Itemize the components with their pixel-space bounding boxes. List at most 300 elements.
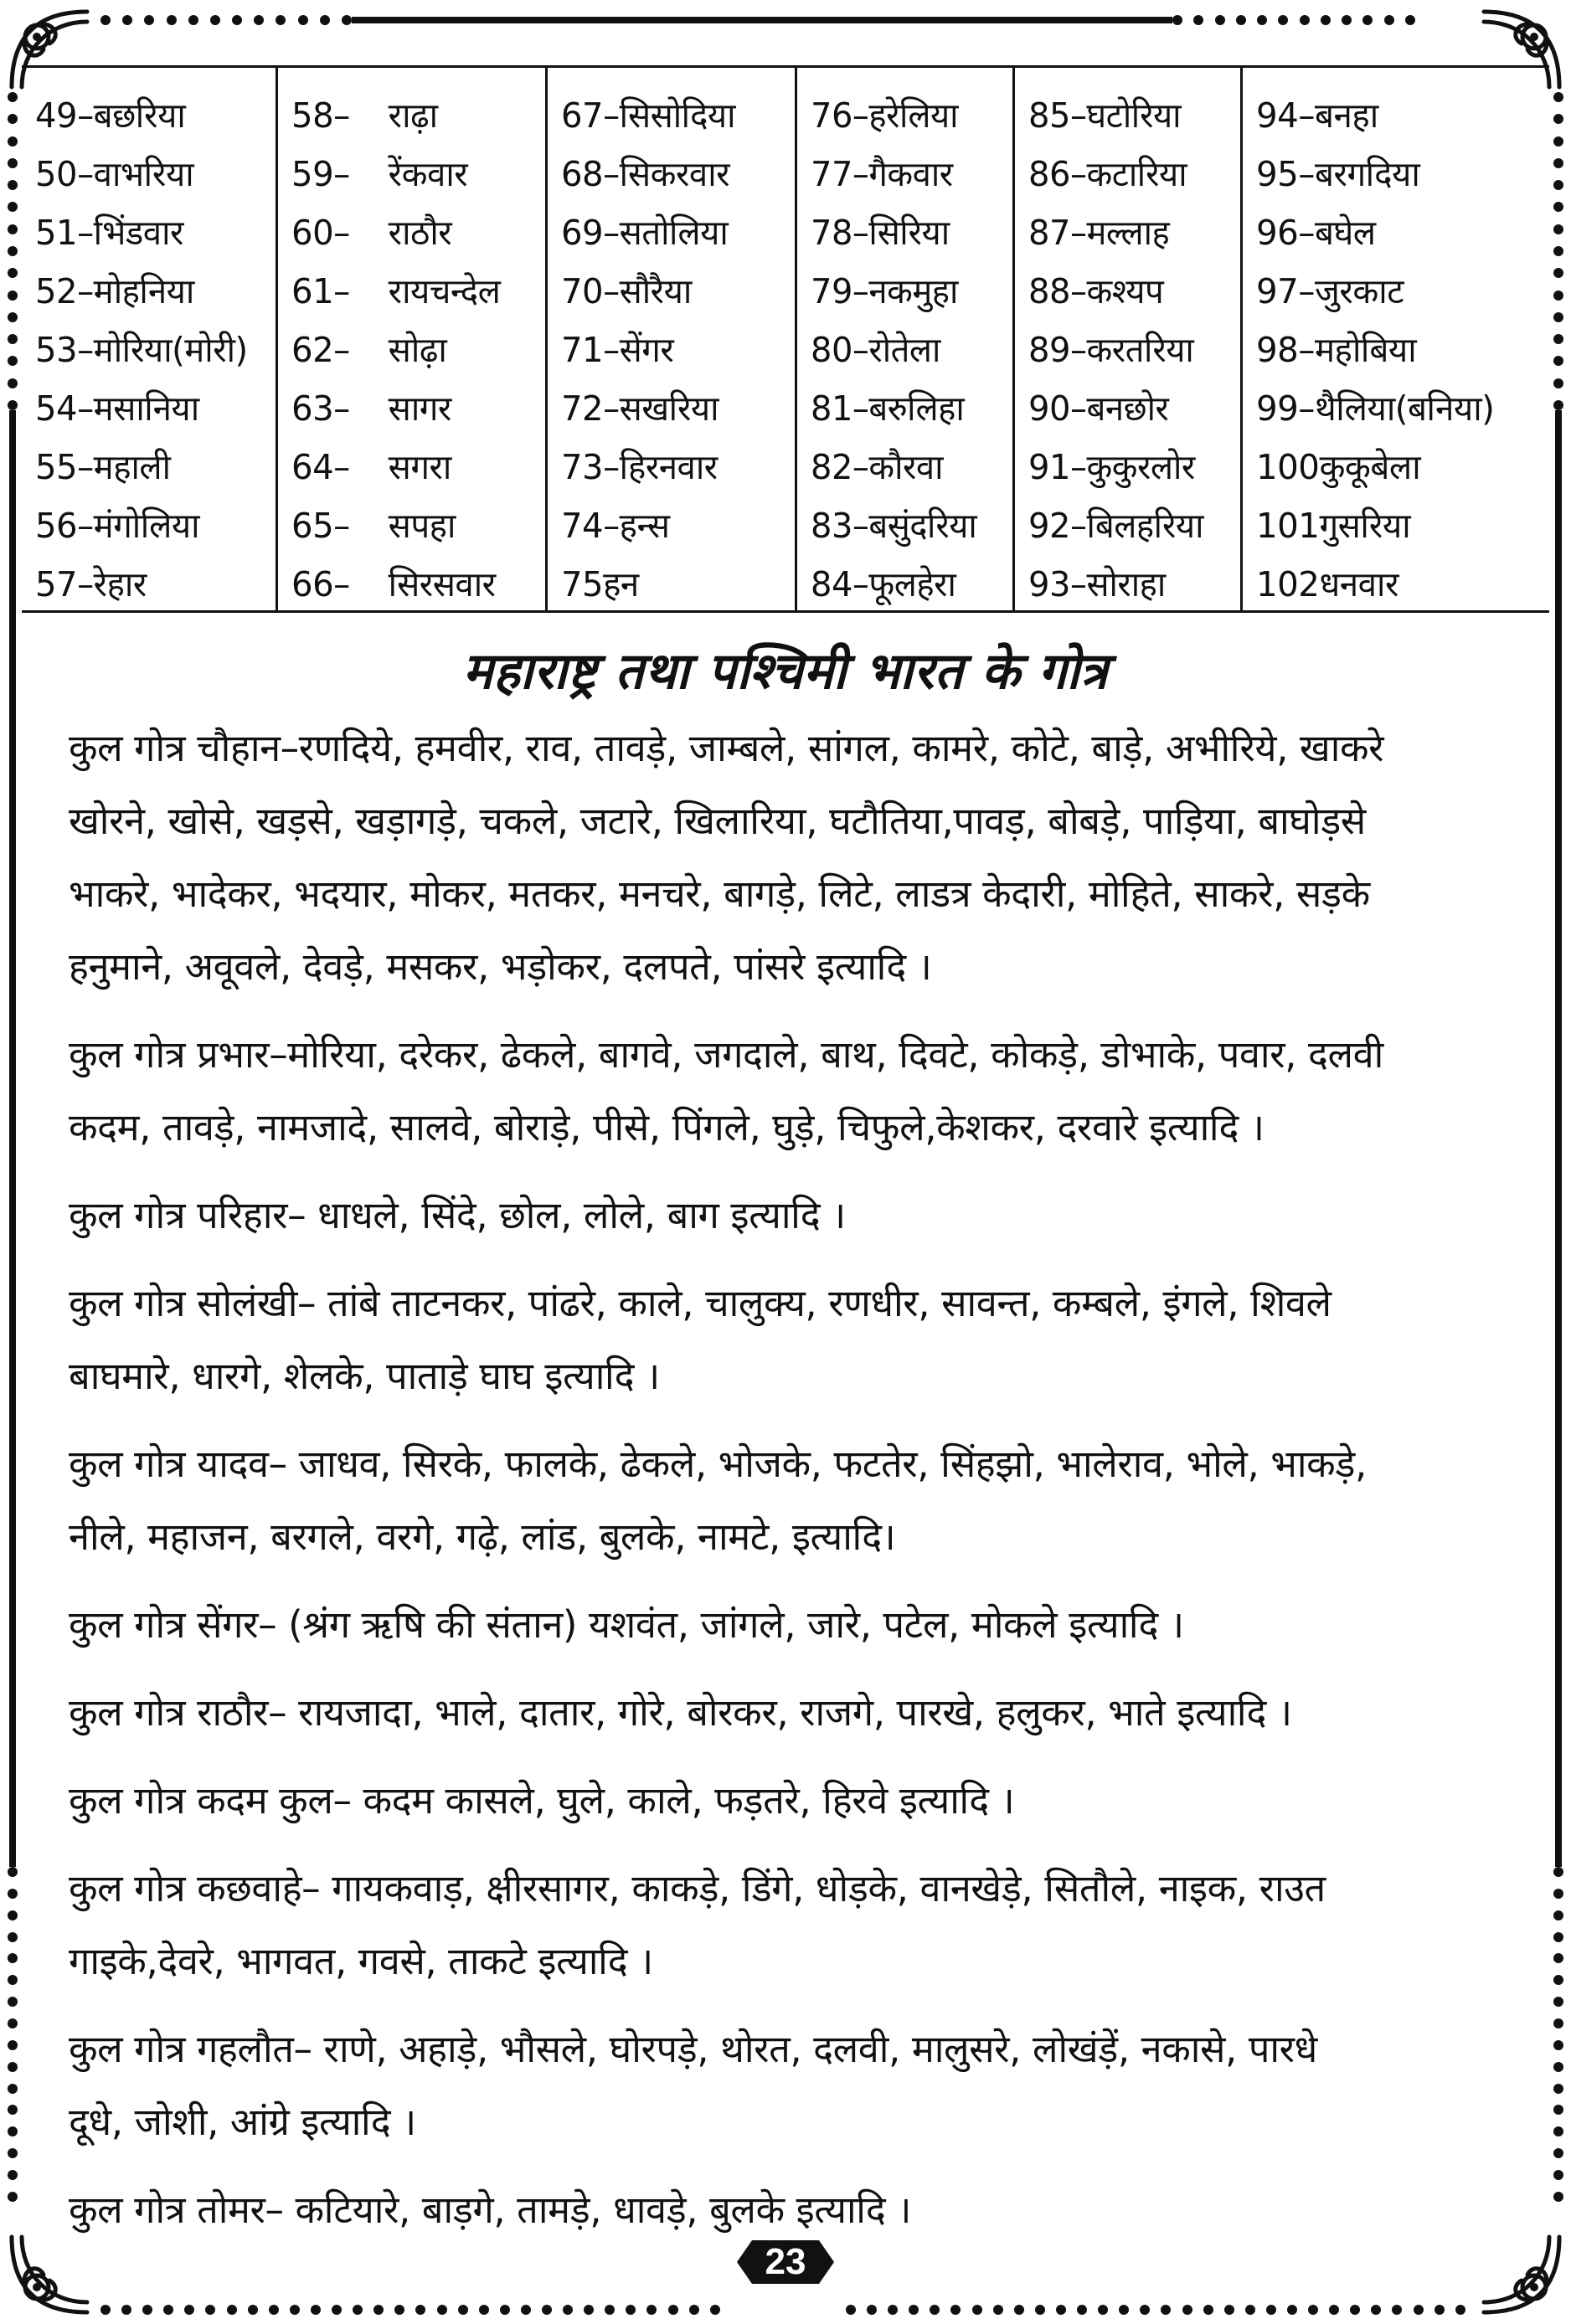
- gotra-name: थैलिया(बनिया): [1314, 388, 1495, 429]
- right-bottom-dot-column: [1553, 1867, 1564, 2202]
- gotra-name: हरेलिया: [868, 95, 959, 136]
- border-dot: [909, 2305, 919, 2315]
- gotra-entry: [811, 262, 1007, 321]
- border-dot: [1553, 224, 1563, 234]
- gotra-number: 51–: [35, 213, 94, 253]
- gotra-name: कश्यप: [1086, 271, 1164, 311]
- gotra-name: सखरिया: [619, 388, 719, 429]
- gotra-number: 80–: [811, 330, 869, 370]
- gotra-entry: [1256, 262, 1544, 321]
- border-dot: [373, 2305, 384, 2315]
- border-dot: [8, 1975, 18, 1985]
- gotra-name: राढ़ा: [388, 95, 438, 136]
- gotra-entry: [35, 203, 270, 262]
- gotra-name: बछरिया: [93, 95, 186, 136]
- gotra-entry: [561, 438, 790, 496]
- gotra-paragraphs: [69, 712, 1507, 2261]
- top-left-dot-row: [100, 14, 352, 26]
- border-dot: [188, 15, 198, 25]
- paragraph-line: भाकरे, भादेकर, भदयार, मोकर, मतकर, मनचरे, बागड़े, लिटे, लाडत्र केदारी, मोहिते, साकरे, सड़के: [69, 872, 1370, 916]
- border-dot: [1098, 2305, 1108, 2315]
- border-dot: [563, 2305, 573, 2315]
- border-dot: [1384, 15, 1394, 25]
- gotra-number: 49–: [35, 95, 94, 136]
- border-dot: [342, 15, 352, 25]
- gotra-name: राठौर: [388, 213, 452, 253]
- section-title: महाराष्ट्र तथा पश्चिमी भारत के गोत्र: [462, 642, 1109, 701]
- gotra-number: 73–: [561, 447, 620, 487]
- gotra-name: धनवार: [1319, 564, 1398, 604]
- gotra-number: 89–: [1028, 330, 1087, 370]
- border-dot: [254, 15, 264, 25]
- border-dot: [144, 15, 154, 25]
- border-dot: [8, 2018, 18, 2028]
- gotra-entry: [811, 555, 1007, 614]
- gotra-name: गुसरिया: [1319, 506, 1411, 546]
- paragraph-line: खोरने, खोसे, खड़से, खड़ागड़े, चकले, जटारे, खिलारिया, घटौतिया,पावड़, बोबड़े, पाड़िया, बाघोड़से: [69, 799, 1366, 843]
- gotra-number: 81–: [811, 388, 869, 429]
- paragraph-line: कुल गोत्र सेंगर– (श्रंग ऋषि की संतान) यशवंत, जांगले, जारे, पटेल, मोकले इत्यादि ।: [69, 1602, 1184, 1647]
- paragraph-line: कुल गोत्र कछवाहे– गायकवाड़, क्षीरसागर, काकड़े, डिंगे, धोड़के, वानखेड़े, सितौले, नाइक, राउत: [69, 1866, 1326, 1910]
- border-dot: [8, 312, 18, 322]
- top-right-dot-row: [1172, 14, 1415, 26]
- border-dot: [353, 2305, 363, 2315]
- border-dot: [8, 1932, 18, 1942]
- border-dot: [1553, 2105, 1563, 2115]
- border-dot: [1553, 1867, 1563, 1877]
- border-dot: [210, 15, 220, 25]
- border-dot: [8, 378, 18, 388]
- border-dot: [1172, 15, 1182, 25]
- gotra-entry: [561, 321, 790, 379]
- gotra-number: 102: [1256, 564, 1320, 604]
- border-dot: [689, 2305, 699, 2315]
- gotra-entry: [35, 496, 270, 555]
- border-dot: [8, 246, 18, 256]
- border-dot: [311, 2305, 321, 2315]
- gotra-name: बनहा: [1314, 95, 1378, 136]
- border-dot: [269, 2305, 279, 2315]
- gotra-number: 87–: [1028, 213, 1087, 253]
- gotra-paragraph: [69, 1852, 1507, 1998]
- border-dot: [1056, 2305, 1066, 2315]
- paragraph-line: बाघमारे, धारगे, शेलके, पाताड़े घाघ इत्यादि ।: [69, 1354, 660, 1398]
- border-dot: [1035, 2305, 1045, 2315]
- gotra-entry: [1028, 555, 1235, 614]
- gotra-entry: [1028, 496, 1235, 555]
- gotra-number: 55–: [35, 447, 94, 487]
- border-dot: [1553, 202, 1563, 212]
- border-dot: [1553, 290, 1563, 301]
- gotra-entry: [1256, 379, 1544, 438]
- gotra-name: रेहार: [93, 564, 147, 604]
- border-dot: [8, 114, 18, 124]
- gotra-paragraph: [69, 2173, 1507, 2246]
- border-dot: [8, 1867, 18, 1877]
- gotra-number: 62–: [291, 330, 350, 370]
- border-dot: [605, 2305, 615, 2315]
- gotra-entry: [1256, 86, 1544, 145]
- right-top-dot-column: [1553, 92, 1564, 410]
- gotra-number: 79–: [811, 271, 869, 311]
- border-dot: [1308, 2305, 1318, 2315]
- gotra-entry: [35, 379, 270, 438]
- gotra-entry: [1028, 379, 1235, 438]
- border-dot: [1287, 2305, 1297, 2315]
- gotra-entry: [291, 145, 540, 203]
- border-dot: [1553, 2062, 1563, 2072]
- border-dot: [1203, 2305, 1213, 2315]
- border-dot: [8, 224, 18, 234]
- border-dot: [8, 2105, 18, 2115]
- border-dot: [1553, 114, 1563, 124]
- border-dot: [1553, 1997, 1563, 2007]
- border-dot: [1215, 15, 1225, 25]
- border-dot: [8, 1997, 18, 2007]
- border-dot: [1350, 2305, 1360, 2315]
- gotra-name: करतरिया: [1086, 330, 1194, 370]
- gotra-number: 63–: [291, 388, 350, 429]
- border-dot: [205, 2305, 215, 2315]
- gotra-number: 96–: [1256, 213, 1315, 253]
- gotra-entry: [291, 203, 540, 262]
- gotra-number: 75: [561, 564, 604, 604]
- gotra-entry: [35, 438, 270, 496]
- border-dot: [8, 334, 18, 344]
- border-dot: [1329, 2305, 1339, 2315]
- gotra-entry: [291, 379, 540, 438]
- gotra-entry: [291, 438, 540, 496]
- gotra-entry: [291, 555, 540, 614]
- gotra-entry: [811, 321, 1007, 379]
- border-dot: [8, 136, 18, 147]
- gotra-name: बरुलिहा: [868, 388, 965, 429]
- border-dot: [8, 1953, 18, 1963]
- border-dot: [1455, 2305, 1465, 2315]
- gotra-name: गैकवार: [868, 154, 953, 194]
- gotra-entry: [561, 145, 790, 203]
- gotra-name: बघेल: [1314, 213, 1376, 253]
- gotra-name: सिरिया: [868, 213, 950, 253]
- gotra-number: 97–: [1256, 271, 1315, 311]
- gotra-paragraph: [69, 1588, 1507, 1661]
- border-dot: [8, 202, 18, 212]
- gotra-number: 99–: [1256, 388, 1315, 429]
- gotra-name: सिसोदिया: [619, 95, 736, 136]
- border-dot: [1300, 15, 1310, 25]
- border-dot: [1553, 1953, 1563, 1963]
- paragraph-line: कुल गोत्र यादव– जाधव, सिरके, फालके, ढेकले, भोजके, फटतेर, सिंहझो, भालेराव, भोले, भाकड़े,: [69, 1442, 1367, 1486]
- border-dot: [1553, 158, 1563, 168]
- gotra-name: बरगदिया: [1314, 154, 1420, 194]
- gotra-name: सोढ़ा: [388, 330, 447, 370]
- border-dot: [1077, 2305, 1087, 2315]
- border-dot: [8, 1910, 18, 1920]
- paragraph-line: कुल गोत्र चौहान–रणदिये, हमवीर, राव, तावड़े, जाम्बले, सांगल, कामरे, कोटे, बाड़े, अभीरिये, खाकरे: [69, 726, 1384, 770]
- gotra-name: सतोलिया: [619, 213, 729, 253]
- gotra-number: 94–: [1256, 95, 1315, 136]
- border-dot: [320, 15, 330, 25]
- gotra-entry: [1028, 203, 1235, 262]
- gotra-name: घटोरिया: [1086, 95, 1182, 136]
- gotra-paragraph: [69, 1267, 1507, 1412]
- gotra-entry: [811, 438, 1007, 496]
- gotra-name: भिंडवार: [93, 213, 183, 253]
- border-dot: [100, 2305, 111, 2315]
- border-dot: [1392, 2305, 1402, 2315]
- table-column-3: [548, 68, 797, 610]
- gotra-name: कौरवा: [868, 447, 943, 487]
- gotra-entry: [1028, 438, 1235, 496]
- border-dot: [232, 15, 242, 25]
- left-bottom-dot-column: [7, 1867, 18, 2202]
- paragraph-line: हनुमाने, अवूवले, देवड़े, मसकर, भड़ोकर, दलपते, पांसरे इत्यादि ।: [69, 944, 932, 989]
- gotra-number: 65–: [291, 506, 350, 546]
- gotra-number: 60–: [291, 213, 350, 253]
- gotra-number-table: [22, 65, 1549, 613]
- gotra-entry: [811, 145, 1007, 203]
- gotra-number: 72–: [561, 388, 620, 429]
- border-dot: [248, 2305, 258, 2315]
- table-column-4: [797, 68, 1015, 610]
- gotra-number: 84–: [811, 564, 869, 604]
- border-dot: [521, 2305, 531, 2315]
- border-dot: [1435, 2305, 1445, 2315]
- gotra-name: सागर: [388, 388, 451, 429]
- gotra-number: 53–: [35, 330, 94, 370]
- gotra-number: 68–: [561, 154, 620, 194]
- gotra-entry: [291, 262, 540, 321]
- gotra-number: 98–: [1256, 330, 1315, 370]
- border-dot: [276, 15, 286, 25]
- border-dot: [1553, 2170, 1563, 2180]
- border-dot: [1553, 312, 1563, 322]
- border-dot: [846, 2305, 856, 2315]
- gotra-number: 52–: [35, 271, 94, 311]
- gotra-name: मल्लाह: [1086, 213, 1170, 253]
- gotra-paragraph: [69, 1179, 1507, 1252]
- border-dot: [167, 15, 177, 25]
- border-dot: [1553, 136, 1563, 147]
- gotra-number: 86–: [1028, 154, 1087, 194]
- border-dot: [867, 2305, 877, 2315]
- border-dot: [1553, 400, 1563, 410]
- left-top-dot-column: [7, 92, 18, 410]
- border-dot: [227, 2305, 237, 2315]
- top-border-line: [352, 17, 1172, 23]
- border-dot: [1553, 356, 1563, 366]
- gotra-name: सगरा: [388, 447, 451, 487]
- border-dot: [8, 2084, 18, 2094]
- border-dot: [458, 2305, 468, 2315]
- border-dot: [1553, 2148, 1563, 2158]
- border-dot: [1014, 2305, 1024, 2315]
- gotra-number: 71–: [561, 330, 620, 370]
- table-column-5: [1015, 68, 1243, 610]
- gotra-number: 88–: [1028, 271, 1087, 311]
- page-number: 23: [765, 2241, 806, 2282]
- gotra-name: फूलहेरा: [868, 564, 956, 604]
- paragraph-line: कुल गोत्र प्रभार–मोरिया, दरेकर, ढेकले, बागवे, जगदाले, बाथ, दिवटे, कोकड़े, डोभाके, पवार, दलवी: [69, 1032, 1383, 1077]
- border-dot: [1553, 378, 1563, 388]
- border-dot: [1362, 15, 1373, 25]
- gotra-entry: [811, 86, 1007, 145]
- border-dot: [394, 2305, 404, 2315]
- gotra-number: 101: [1256, 506, 1320, 546]
- gotra-number: 69–: [561, 213, 620, 253]
- border-dot: [1236, 15, 1246, 25]
- gotra-entry: [561, 555, 790, 614]
- gotra-number: 95–: [1256, 154, 1315, 194]
- border-dot: [1266, 2305, 1276, 2315]
- border-dot: [8, 268, 18, 278]
- gotra-number: 61–: [291, 271, 350, 311]
- gotra-number: 57–: [35, 564, 94, 604]
- border-dot: [626, 2305, 636, 2315]
- gotra-entry: [1256, 555, 1544, 614]
- border-dot: [1257, 15, 1267, 25]
- border-dot: [8, 2040, 18, 2050]
- gotra-name: रोतेला: [868, 330, 940, 370]
- table-column-6: [1243, 68, 1549, 610]
- border-dot: [8, 1889, 18, 1899]
- gotra-number: 50–: [35, 154, 94, 194]
- gotra-name: वाभरिया: [93, 154, 194, 194]
- gotra-name: सिरसवार: [388, 564, 496, 604]
- gotra-paragraph: [69, 712, 1507, 1003]
- border-dot: [993, 2305, 1003, 2315]
- gotra-entry: [811, 379, 1007, 438]
- gotra-name: रेंकवार: [388, 154, 468, 194]
- border-dot: [437, 2305, 447, 2315]
- gotra-entry: [561, 379, 790, 438]
- border-dot: [122, 15, 132, 25]
- border-dot: [950, 2305, 961, 2315]
- gotra-entry: [35, 86, 270, 145]
- border-dot: [668, 2305, 678, 2315]
- gotra-name: सौरैया: [619, 271, 692, 311]
- border-dot: [415, 2305, 425, 2315]
- border-dot: [1245, 2305, 1255, 2315]
- gotra-entry: [811, 203, 1007, 262]
- gotra-entry: [291, 86, 540, 145]
- gotra-number: 82–: [811, 447, 869, 487]
- gotra-name: महोबिया: [1314, 330, 1417, 370]
- right-border-line: [1555, 410, 1562, 1867]
- border-dot: [8, 2148, 18, 2158]
- gotra-entry: [35, 145, 270, 203]
- gotra-number: 92–: [1028, 506, 1087, 546]
- border-dot: [1321, 15, 1331, 25]
- border-dot: [1553, 1889, 1563, 1899]
- border-dot: [1553, 2040, 1563, 2050]
- gotra-entry: [1256, 496, 1544, 555]
- border-dot: [1224, 2305, 1234, 2315]
- gotra-entry: [1028, 321, 1235, 379]
- paragraph-line: कुल गोत्र गहलौत– राणे, अहाड़े, भौसले, घोरपड़े, थोरत, दलवी, मालुसरे, लोखंड़ें, नकासे, पारधे: [69, 2027, 1317, 2071]
- gotra-entry: [1028, 262, 1235, 321]
- gotra-entry: [561, 496, 790, 555]
- border-dot: [8, 290, 18, 301]
- border-dot: [1553, 2018, 1563, 2028]
- border-dot: [8, 158, 18, 168]
- left-border-line: [9, 410, 16, 1867]
- border-dot: [1553, 1932, 1563, 1942]
- bottom-right-dot-row: [846, 2304, 1465, 2316]
- border-dot: [8, 400, 18, 410]
- gotra-number: 64–: [291, 447, 350, 487]
- border-dot: [1182, 2305, 1192, 2315]
- border-dot: [972, 2305, 982, 2315]
- gotra-number: 83–: [811, 506, 869, 546]
- gotra-entry: [561, 262, 790, 321]
- gotra-number: 91–: [1028, 447, 1087, 487]
- border-dot: [1553, 180, 1563, 190]
- gotra-name: सिकरवार: [619, 154, 730, 194]
- border-dot: [1371, 2305, 1381, 2315]
- table-column-1: [22, 68, 278, 610]
- gotra-entry: [1256, 203, 1544, 262]
- border-dot: [290, 2305, 300, 2315]
- gotra-name: नकमुहा: [868, 271, 958, 311]
- gotra-entry: [561, 203, 790, 262]
- gotra-name: कुकुरलोर: [1086, 447, 1195, 487]
- border-dot: [1193, 15, 1203, 25]
- gotra-entry: [291, 321, 540, 379]
- gotra-paragraph: [69, 1427, 1507, 1573]
- gotra-number: 58–: [291, 95, 350, 136]
- gotra-entry: [291, 496, 540, 555]
- border-dot: [1553, 2084, 1563, 2094]
- gotra-paragraph: [69, 1018, 1507, 1164]
- gotra-name: सोराहा: [1086, 564, 1166, 604]
- border-dot: [1553, 334, 1563, 344]
- border-dot: [500, 2305, 510, 2315]
- border-dot: [163, 2305, 173, 2315]
- gotra-number: 67–: [561, 95, 620, 136]
- gotra-entry: [1256, 145, 1544, 203]
- gotra-number: 78–: [811, 213, 869, 253]
- border-dot: [8, 2192, 18, 2202]
- gotra-name: मोरिया(मोरी): [93, 330, 248, 370]
- gotra-name: बसुंदरिया: [868, 506, 977, 546]
- border-dot: [479, 2305, 489, 2315]
- gotra-name: मोहनिया: [93, 271, 194, 311]
- paragraph-line: गाइके,देवरे, भागवत, गवसे, ताकटे इत्यादि ।: [69, 1939, 653, 1983]
- paragraph-line: नीले, महाजन, बरगले, वरगे, गढ़े, लांड, बुलके, नामटे, इत्यादि।: [69, 1514, 896, 1559]
- gotra-number: 76–: [811, 95, 869, 136]
- paragraph-line: कुल गोत्र तोमर– कटियारे, बाड़गे, तामड़े, धावड़े, बुलके इत्यादि ।: [69, 2188, 911, 2232]
- border-dot: [8, 356, 18, 366]
- border-dot: [8, 2170, 18, 2180]
- border-dot: [710, 2305, 720, 2315]
- gotra-entry: [35, 555, 270, 614]
- gotra-name: मंगोलिया: [93, 506, 200, 546]
- border-dot: [1553, 246, 1563, 256]
- gotra-number: 54–: [35, 388, 94, 429]
- paragraph-line: दूधे, जोशी, आंग्रे इत्यादि ।: [69, 2100, 416, 2144]
- border-dot: [298, 15, 308, 25]
- border-dot: [8, 2062, 18, 2072]
- gotra-name: सेंगर: [619, 330, 674, 370]
- paragraph-line: कुल गोत्र राठौर– रायजादा, भाले, दातार, गोरे, बोरकर, राजगे, पारखे, हलुकर, भाते इत्यादि ।: [69, 1690, 1292, 1735]
- gotra-entry: [35, 262, 270, 321]
- gotra-name: सपहा: [388, 506, 456, 546]
- bottom-left-dot-row: [100, 2304, 720, 2316]
- table-column-2: [278, 68, 548, 610]
- gotra-name: महाली: [93, 447, 171, 487]
- gotra-number: 85–: [1028, 95, 1087, 136]
